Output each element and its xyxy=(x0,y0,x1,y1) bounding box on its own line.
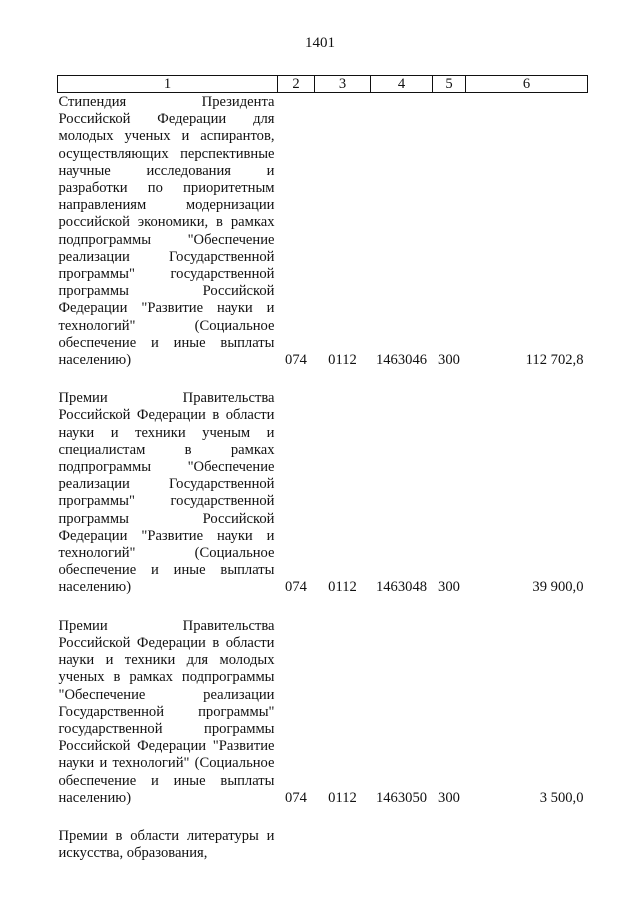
row-ministry-code: 074 xyxy=(285,352,307,369)
table-row xyxy=(58,827,588,862)
row-section-code: 0112 xyxy=(328,352,357,369)
row-expense-type-code: 300 xyxy=(438,789,460,806)
header-col-5: 5 xyxy=(433,76,466,93)
row-gap xyxy=(58,369,588,389)
row-ministry-code: 074 xyxy=(285,789,307,806)
row-amount: 3 500,0 xyxy=(539,789,584,806)
header-col-3: 3 xyxy=(315,76,371,93)
row-target-code: 1463050 xyxy=(375,789,428,806)
row-expense-type-code: 300 xyxy=(438,352,460,369)
header-col-6: 6 xyxy=(466,76,588,93)
table-row xyxy=(58,617,588,807)
row-ministry-code xyxy=(278,827,315,862)
row-description: Премии в области литературы и искусства, образования, xyxy=(58,827,275,862)
row-section-code: 0112 xyxy=(328,789,357,806)
page-number: 1401 xyxy=(305,35,335,51)
row-target-code: 1463048 xyxy=(375,579,428,596)
budget-table xyxy=(57,75,588,862)
header-row xyxy=(58,76,588,93)
row-description: Премии Правительства Российской Федерации в области науки и техники для молодых ученых в рамках подпрограммы "Обеспечение реализации Государственной программы" государственной программы Российской Федерации "Развитие науки и технологий" (Социальное обеспечение и иные выплаты населению) xyxy=(58,617,275,806)
row-gap xyxy=(58,597,588,617)
row-expense-type-code xyxy=(433,827,466,862)
row-section-code: 0112 xyxy=(328,579,357,596)
row-description: Стипендия Президента Российской Федерации для молодых ученых и аспирантов, осуществляющих перспективные научные исследования и разработки по приоритетным направлениям модернизации российской экономики, в рамках подпрограммы "Обеспечение реализации Государственной программы" государственной программы Российской Федерации "Развитие науки и технологий" (Социальное обеспечение и иные выплаты населению) xyxy=(58,94,275,369)
row-description: Премии Правительства Российской Федерации в области науки и техники ученым и специалистам в рамках подпрограммы "Обеспечение реализации Государственной программы" государственной программы Российской Федерации "Развитие науки и технологий" (Социальное обеспечение и иные выплаты населению) xyxy=(58,390,275,596)
row-amount: 39 900,0 xyxy=(532,579,584,596)
row-ministry-code: 074 xyxy=(285,579,307,596)
row-gap xyxy=(58,807,588,827)
table-row xyxy=(58,389,588,596)
header-col-1: 1 xyxy=(58,76,278,93)
row-expense-type-code: 300 xyxy=(438,579,460,596)
row-section-code xyxy=(315,827,371,862)
header-col-2: 2 xyxy=(278,76,315,93)
header-col-4: 4 xyxy=(371,76,433,93)
row-target-code xyxy=(371,827,433,862)
row-target-code: 1463046 xyxy=(375,352,428,369)
row-amount: 112 702,8 xyxy=(525,352,584,369)
table-row xyxy=(58,93,588,370)
row-amount xyxy=(466,827,588,862)
